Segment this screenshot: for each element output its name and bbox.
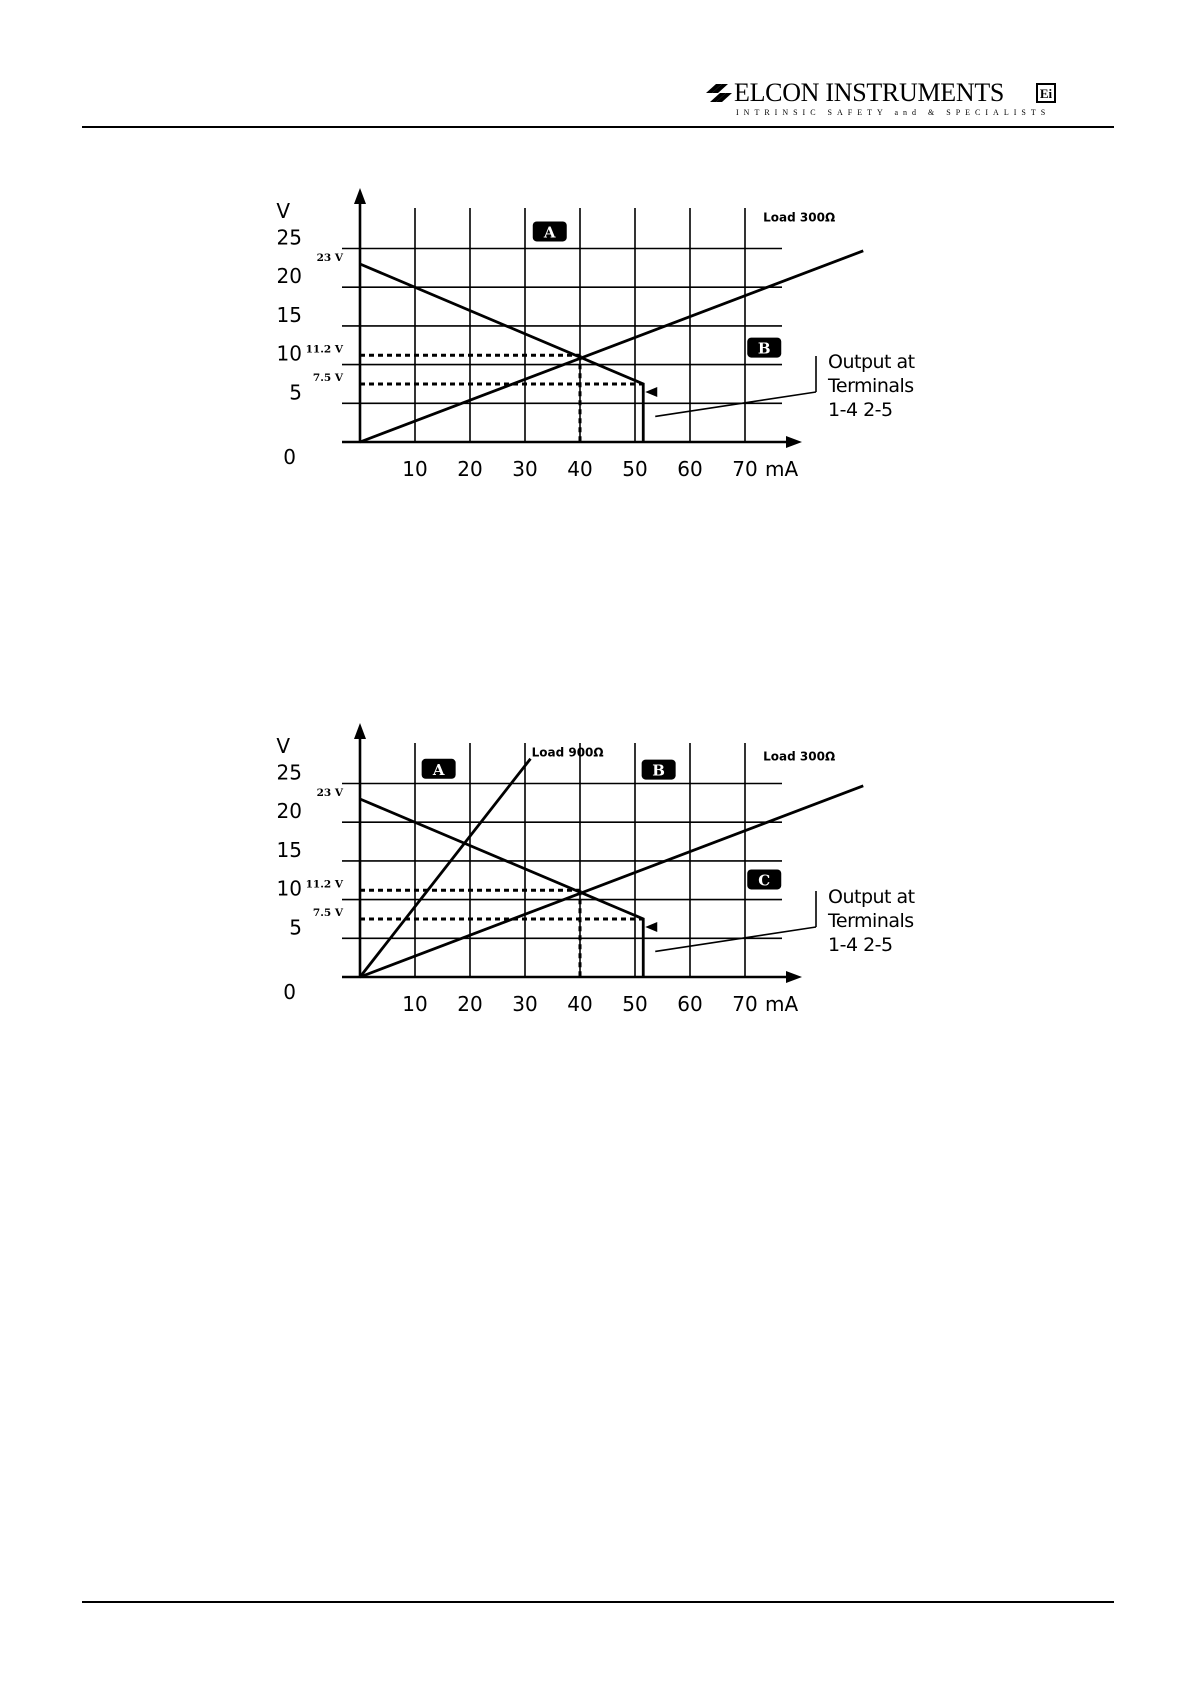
x-axis-label: mA xyxy=(765,457,799,481)
region-badge-label: B xyxy=(757,339,771,358)
ei-badge-icon xyxy=(1036,83,1056,103)
voltage-callout: 11.2 V xyxy=(305,343,343,356)
y-tick-label: 5 xyxy=(289,380,302,405)
origin-label: 0 xyxy=(283,980,296,1004)
output-terminals-note: 1-4 2-5 xyxy=(828,399,893,421)
x-tick-label: 60 xyxy=(677,992,703,1016)
x-tick-label: 10 xyxy=(402,992,428,1016)
brand-name: ELCON INSTRUMENTS xyxy=(734,78,1005,107)
source-characteristic-line xyxy=(360,264,643,442)
y-tick-label: 15 xyxy=(276,302,302,327)
note-arrowhead xyxy=(645,387,657,397)
load-300-ohm-line xyxy=(360,251,863,442)
output-terminals-note: Output at xyxy=(828,351,915,373)
page-header xyxy=(0,0,1190,130)
header-rule xyxy=(82,126,1114,128)
note-arrowhead xyxy=(645,922,657,932)
x-axis-arrowhead xyxy=(786,971,802,983)
x-tick-label: 60 xyxy=(677,457,703,481)
company-logo xyxy=(706,80,1056,120)
footer-rule xyxy=(82,1601,1114,1603)
output-terminals-note: Output at xyxy=(828,886,915,908)
output-characteristic-chart-1 xyxy=(0,190,1190,520)
voltage-callout: 7.5 V xyxy=(312,371,343,384)
y-axis-label: V xyxy=(276,734,290,758)
source-characteristic-line xyxy=(360,799,643,977)
y-tick-label: 10 xyxy=(276,876,302,901)
x-tick-label: 70 xyxy=(732,992,758,1016)
load-label: Load 300Ω xyxy=(763,210,836,225)
x-axis-label: mA xyxy=(765,992,799,1016)
y-axis-label: V xyxy=(276,199,290,223)
note-arrow-shaft xyxy=(655,392,816,416)
voltage-callout: 11.2 V xyxy=(305,878,343,891)
region-badge-label: A xyxy=(432,760,445,779)
output-terminals-note: 1-4 2-5 xyxy=(828,934,893,956)
x-tick-label: 30 xyxy=(512,992,538,1016)
origin-label: 0 xyxy=(283,445,296,469)
chart-2-svg xyxy=(0,725,1190,1055)
voltage-callout: 7.5 V xyxy=(312,906,343,919)
x-tick-label: 40 xyxy=(567,992,593,1016)
x-axis-arrowhead xyxy=(786,436,802,448)
output-terminals-note: Terminals xyxy=(828,910,914,932)
chart-1-svg xyxy=(0,190,1190,520)
output-terminals-note: Terminals xyxy=(828,375,914,397)
region-badge-label: C xyxy=(758,871,771,890)
load-label: Load 900Ω xyxy=(531,745,604,760)
y-tick-label: 25 xyxy=(276,760,302,785)
y-tick-label: 15 xyxy=(276,837,302,862)
region-badge-label: B xyxy=(652,761,665,780)
y-tick-label: 20 xyxy=(276,799,302,824)
x-tick-label: 20 xyxy=(457,457,483,481)
ei-badge-text: Ei xyxy=(1039,86,1053,101)
voltage-callout: 23 V xyxy=(316,786,343,799)
brand-tagline: INTRINSIC SAFETY and & SPECIALISTS xyxy=(736,108,1051,117)
region-badge-label: A xyxy=(543,223,556,242)
y-axis-arrowhead xyxy=(354,723,366,739)
y-tick-label: 20 xyxy=(276,264,302,289)
y-tick-label: 10 xyxy=(276,341,302,366)
elcon-double-chevron-logo-icon xyxy=(706,84,732,102)
x-tick-label: 30 xyxy=(512,457,538,481)
output-characteristic-chart-2 xyxy=(0,725,1190,1055)
x-tick-label: 50 xyxy=(622,992,648,1016)
x-tick-label: 40 xyxy=(567,457,593,481)
y-tick-label: 5 xyxy=(289,915,302,940)
y-axis-arrowhead xyxy=(354,188,366,204)
x-tick-label: 10 xyxy=(402,457,428,481)
note-arrow-shaft xyxy=(655,927,816,951)
x-tick-label: 70 xyxy=(732,457,758,481)
load-label: Load 300Ω xyxy=(763,749,836,764)
y-tick-label: 25 xyxy=(276,225,302,250)
voltage-callout: 23 V xyxy=(316,251,343,264)
x-tick-label: 50 xyxy=(622,457,648,481)
x-tick-label: 20 xyxy=(457,992,483,1016)
